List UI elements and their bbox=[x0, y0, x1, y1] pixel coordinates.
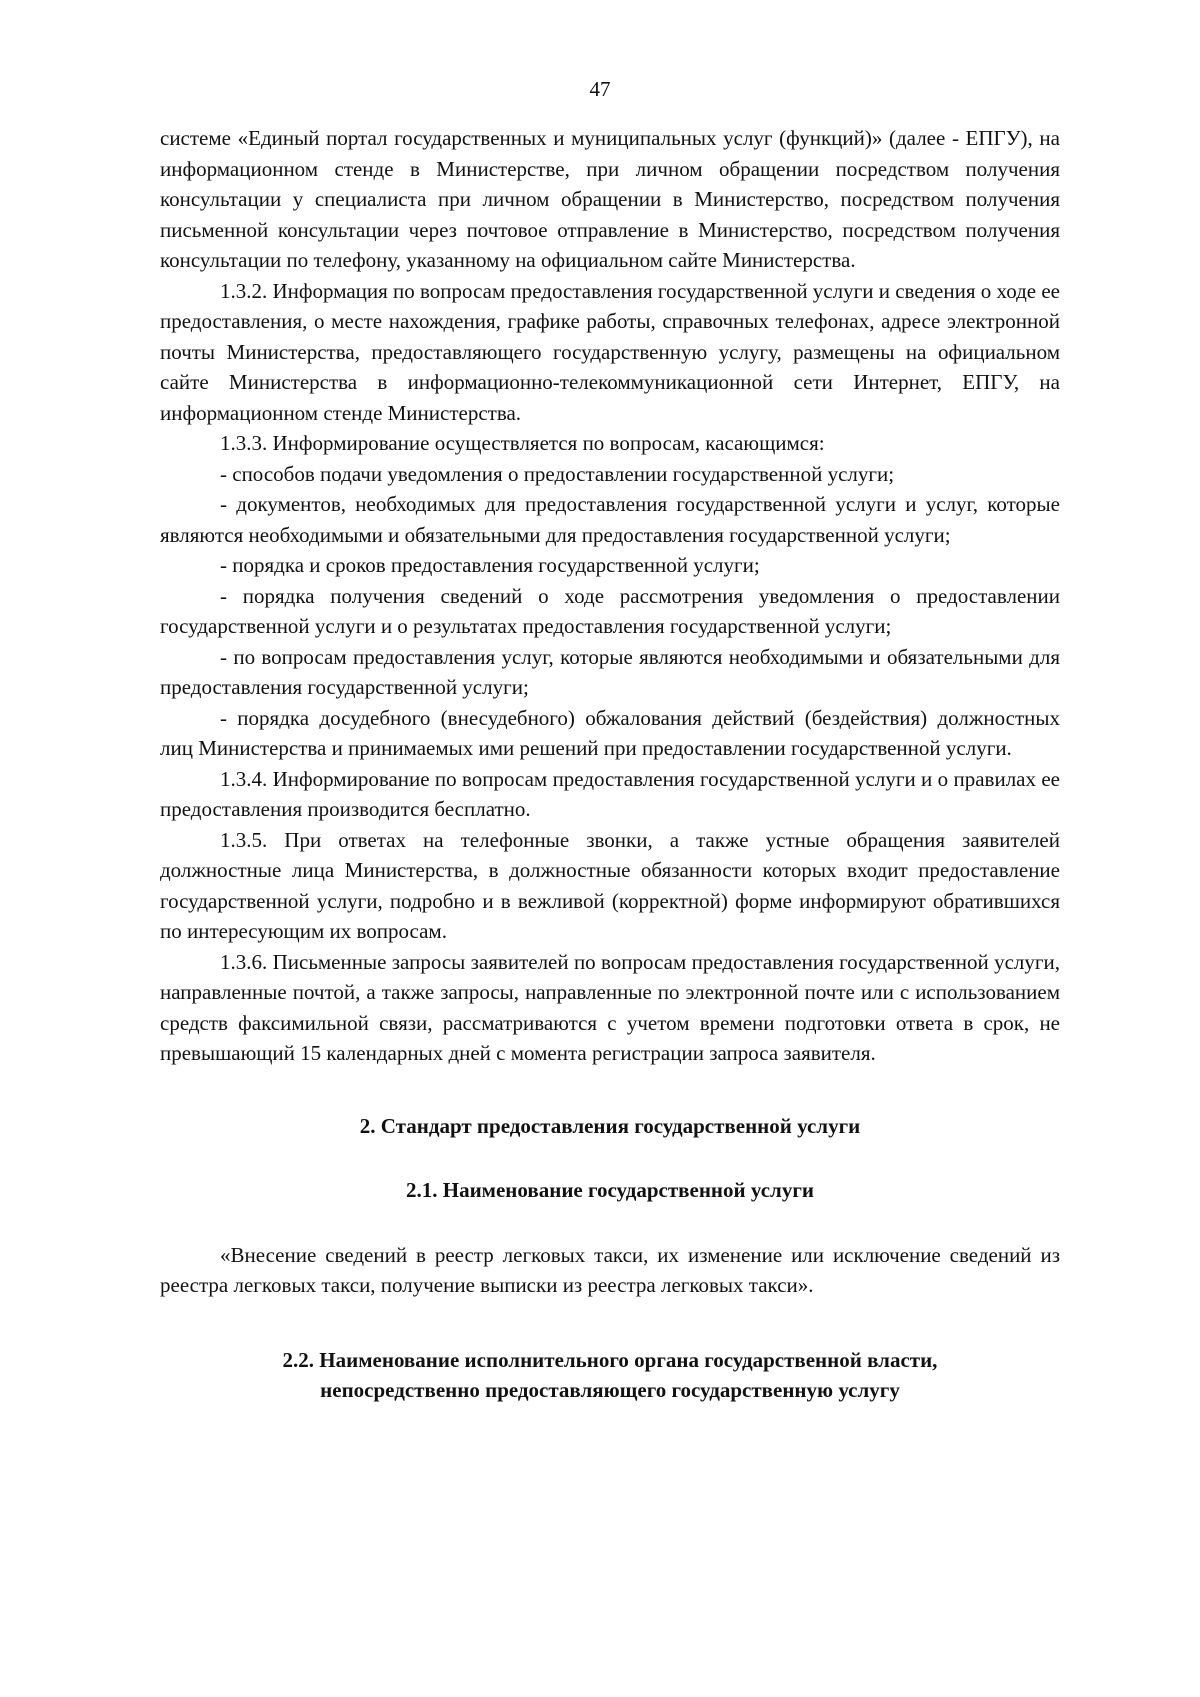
page-number: 47 bbox=[589, 77, 611, 101]
list-item: - документов, необходимых для предоставления государственной услуги и услуг, которые являются необходимыми и обязательными для предоставления государственной услуги; bbox=[160, 492, 1060, 547]
paragraph-1-3-3: 1.3.3. Информирование осуществляется по вопросам, касающимся: bbox=[220, 431, 825, 455]
section-2-2-heading-line1: 2.2. Наименование исполнительного органа государственной власти, bbox=[282, 1347, 938, 1372]
list-item: - порядка получения сведений о ходе рассмотрения уведомления о предоставлении государственной услуги и о результатах предоставления государственной услуги; bbox=[160, 583, 1060, 638]
paragraph-1-3-5: 1.3.5. При ответах на телефонные звонки, а также устные обращения заявителей должностные лица Министерства, в должностные обязанности которых входит предоставление государственной услуги, подробно и в вежливой (корректной) форме информируют обратившихся по интересующим их вопросам. bbox=[160, 827, 1060, 943]
list-item: - порядка и сроков предоставления государственной услуги; bbox=[220, 553, 760, 577]
list-item: - по вопросам предоставления услуг, которые являются необходимыми и обязательными для предоставления государственной услуги; bbox=[160, 644, 1060, 699]
paragraph-1-3-6: 1.3.6. Письменные запросы заявителей по вопросам предоставления государственной услуги, направленные почтой, а также запросы, направленные по электронной почте или с использованием средств факсимильной связи, рассматриваются с учетом времени подготовки ответа в срок, не превышающий 15 календарных дней с момента регистрации запроса заявителя. bbox=[160, 949, 1060, 1065]
paragraph-1-3-2: 1.3.2. Информация по вопросам предоставления государственной услуги и сведения о ходе ее предоставления, о месте нахождения, графике работы, справочных телефонах, адресе электронной почты Министерства, предоставляющего государственную услугу, размещены на официальном сайте Министерства в информационно-телекоммуникационной сети Интернет, ЕПГУ, на информационном стенде Министерства. bbox=[160, 278, 1060, 425]
section-2-2-heading-line2: непосредственно предоставляющего государственную услугу bbox=[320, 1377, 900, 1402]
section-2-1-heading: 2.1. Наименование государственной услуги bbox=[406, 1178, 814, 1202]
list-item: - способов подачи уведомления о предоставлении государственной услуги; bbox=[220, 461, 895, 486]
paragraph-1-3-4: 1.3.4. Информирование по вопросам предоставления государственной услуги и о правилах ее предоставления производится бесплатно. bbox=[160, 766, 1060, 821]
list-item: - порядка досудебного (внесудебного) обжалования действий (бездействия) должностных лиц Министерства и принимаемых ими решений при предоставлении государственной услуги. bbox=[160, 705, 1060, 760]
section-2-heading: 2. Стандарт предоставления государственной услуги bbox=[359, 1113, 861, 1138]
paragraph-continuation: системе «Единый портал государственных и муниципальных услуг (функций)» (далее - ЕПГУ), на информационном стенде в Министерстве, при личном обращении посредством получения консультации у специалиста при личном обращении в Министерство, посредством получения письменной консультации через почтовое отправление в Министерство, посредством получения консультации по телефону, указанному на официальном сайте Министерства. bbox=[160, 126, 1060, 272]
service-name-paragraph: «Внесение сведений в реестр легковых такси, их изменение или исключение сведений из реестра легковых такси, получение выписки из реестра легковых такси». bbox=[160, 1242, 1060, 1297]
document-body bbox=[160, 123, 1060, 1405]
